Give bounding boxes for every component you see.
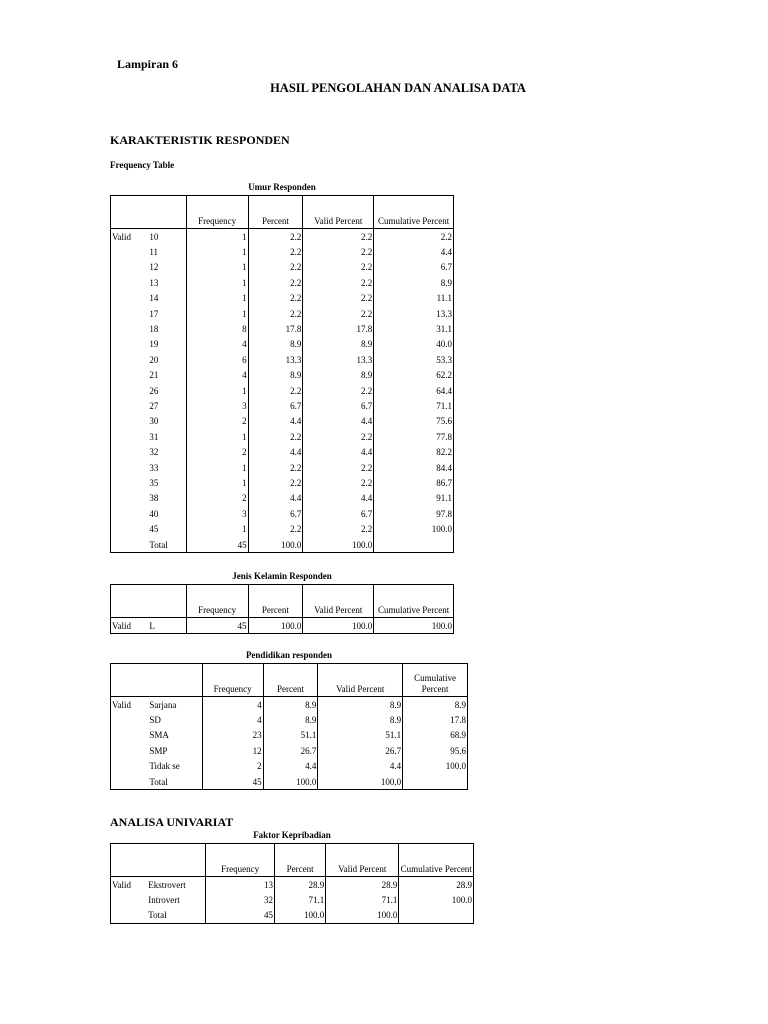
frequency-cell: 1 (186, 275, 248, 290)
valid-label-cell (111, 908, 148, 924)
frequency-cell: 2 (186, 491, 248, 506)
valid-percent-cell: 8.9 (303, 337, 374, 352)
percent-cell: 71.1 (274, 892, 325, 907)
percent-cell: 8.9 (263, 697, 318, 713)
valid-label-cell (111, 275, 149, 290)
valid-label-cell (111, 398, 149, 413)
category-cell: Introvert (148, 895, 180, 906)
frequency-cell: 8 (186, 321, 248, 336)
frequency-cell: 45 (202, 774, 263, 790)
table-faktor-kepribadian (110, 843, 474, 924)
cumulative-percent-cell: 77.8 (374, 429, 454, 444)
table-row (111, 892, 474, 907)
category-cell: Total (147, 908, 205, 924)
section-heading-karakteristik: KARAKTERISTIK RESPONDEN (110, 133, 290, 147)
table-header-row (111, 844, 474, 877)
valid-percent-cell: 4.4 (303, 491, 374, 506)
header-frequency: Frequency (206, 844, 275, 877)
cumulative-percent-cell: 100.0 (374, 521, 454, 536)
frequency-cell: 4 (186, 337, 248, 352)
appendix-label: Lampiran 6 (117, 57, 179, 71)
percent-cell: 8.9 (248, 368, 303, 383)
valid-label-cell (111, 491, 149, 506)
cumulative-percent-cell: 4.4 (374, 244, 454, 259)
frequency-cell: 1 (186, 429, 248, 444)
cumulative-percent-cell (399, 908, 474, 924)
table-row (111, 414, 454, 429)
valid-percent-cell: 100.0 (303, 537, 374, 553)
table-row (111, 537, 454, 553)
cumulative-percent-cell: 8.9 (403, 697, 468, 713)
table-row (111, 244, 454, 259)
percent-cell: 4.4 (248, 491, 303, 506)
cumulative-percent-cell: 97.8 (374, 506, 454, 521)
table-title-umur: Umur Responden (248, 182, 316, 192)
table-row (111, 321, 454, 336)
valid-label-cell (111, 429, 149, 444)
frequency-cell: 2 (186, 414, 248, 429)
frequency-cell: 1 (186, 291, 248, 306)
cumulative-percent-cell: 17.8 (403, 712, 468, 727)
valid-percent-cell: 4.4 (303, 414, 374, 429)
header-percent: Percent (274, 844, 325, 877)
frequency-cell: 12 (202, 743, 263, 758)
header-percent: Percent (248, 196, 303, 229)
percent-cell: 2.2 (248, 383, 303, 398)
frequency-cell: 13 (206, 877, 275, 893)
valid-percent-cell: 2.2 (303, 306, 374, 321)
category-cell: Ekstrovert (148, 879, 186, 890)
header-cumulative-percent: Cumulative Percent (403, 664, 468, 697)
cumulative-percent-cell: 75.6 (374, 414, 454, 429)
table-row (111, 774, 468, 790)
header-valid-percent: Valid Percent (303, 196, 374, 229)
table-row (111, 618, 454, 634)
percent-cell: 100.0 (248, 537, 303, 553)
table-row (111, 229, 454, 245)
frequency-cell: 4 (202, 712, 263, 727)
valid-percent-cell: 2.2 (303, 275, 374, 290)
frequency-cell: 32 (206, 892, 275, 907)
valid-percent-cell: 8.9 (303, 368, 374, 383)
valid-label-cell (111, 321, 149, 336)
percent-cell: 2.2 (248, 521, 303, 536)
frequency-cell: 1 (186, 460, 248, 475)
valid-label-cell (111, 368, 149, 383)
table-row (111, 697, 468, 713)
percent-cell: 17.8 (248, 321, 303, 336)
table-row (111, 908, 474, 924)
percent-cell: 26.7 (263, 743, 318, 758)
percent-cell: 2.2 (248, 244, 303, 259)
frequency-cell: 6 (186, 352, 248, 367)
percent-cell: 6.7 (248, 506, 303, 521)
valid-percent-cell: 2.2 (303, 229, 374, 245)
category-cell: L (148, 618, 186, 634)
valid-percent-cell: 4.4 (318, 759, 403, 774)
valid-label-cell (111, 521, 149, 536)
frequency-cell: 2 (202, 759, 263, 774)
frequency-cell: 1 (186, 260, 248, 275)
table-row (111, 728, 468, 743)
header-blank-cell (148, 196, 186, 229)
category-cell: 11 (149, 247, 159, 258)
header-blank-cell (147, 844, 205, 877)
cumulative-percent-cell: 40.0 (374, 337, 454, 352)
category-cell: 38 (149, 493, 159, 504)
category-cell: Total (148, 537, 186, 553)
cumulative-percent-cell: 64.4 (374, 383, 454, 398)
frequency-table-label: Frequency Table (110, 160, 175, 170)
percent-cell: 2.2 (248, 275, 303, 290)
section-heading-analisa: ANALISA UNIVARIAT (110, 815, 234, 829)
frequency-cell: 45 (206, 908, 275, 924)
category-cell: SMP (149, 745, 168, 756)
percent-cell: 4.4 (263, 759, 318, 774)
valid-percent-cell: 6.7 (303, 398, 374, 413)
table-header-row (111, 585, 454, 618)
category-cell: 19 (149, 339, 159, 350)
header-blank-cell (148, 664, 202, 697)
cumulative-percent-cell: 95.6 (403, 743, 468, 758)
table-row (111, 398, 454, 413)
valid-label-cell (111, 244, 149, 259)
frequency-cell: 1 (186, 306, 248, 321)
cumulative-percent-cell: 100.0 (374, 618, 454, 634)
valid-label-cell: Valid (111, 877, 148, 893)
cumulative-percent-cell: 71.1 (374, 398, 454, 413)
header-blank-cell (148, 585, 186, 618)
frequency-cell: 4 (186, 368, 248, 383)
valid-percent-cell: 2.2 (303, 429, 374, 444)
table-row (111, 759, 468, 774)
percent-cell: 2.2 (248, 291, 303, 306)
percent-cell: 2.2 (248, 429, 303, 444)
valid-label-cell: Valid (111, 229, 149, 245)
percent-cell: 6.7 (248, 398, 303, 413)
table-row (111, 491, 454, 506)
percent-cell: 4.4 (248, 444, 303, 459)
category-cell: 33 (149, 462, 159, 473)
valid-label-cell (111, 260, 149, 275)
header-blank-cell (111, 844, 148, 877)
table-row (111, 460, 454, 475)
cumulative-percent-cell: 82.2 (374, 444, 454, 459)
category-cell: 31 (149, 431, 159, 442)
percent-cell: 2.2 (248, 306, 303, 321)
valid-label-cell (111, 892, 148, 907)
valid-label-cell (111, 460, 149, 475)
category-cell: 30 (149, 416, 159, 427)
percent-cell: 13.3 (248, 352, 303, 367)
header-cumulative-percent: Cumulative Percent (374, 196, 454, 229)
percent-cell: 4.4 (248, 414, 303, 429)
category-cell: Total (148, 774, 202, 790)
table-row (111, 506, 454, 521)
valid-percent-cell: 2.2 (303, 383, 374, 398)
table-row (111, 337, 454, 352)
percent-cell: 51.1 (263, 728, 318, 743)
valid-label-cell (111, 306, 149, 321)
frequency-cell: 3 (186, 506, 248, 521)
category-cell: 18 (149, 324, 159, 335)
cumulative-percent-cell: 31.1 (374, 321, 454, 336)
valid-label-cell (111, 352, 149, 367)
category-cell: 26 (149, 385, 159, 396)
valid-percent-cell: 2.2 (303, 244, 374, 259)
table-row (111, 743, 468, 758)
cumulative-percent-cell: 6.7 (374, 260, 454, 275)
cumulative-percent-cell: 28.9 (399, 877, 474, 893)
valid-percent-cell: 2.2 (303, 291, 374, 306)
cumulative-percent-cell (374, 537, 454, 553)
header-valid-percent: Valid Percent (318, 664, 403, 697)
page-title: HASIL PENGOLAHAN DAN ANALISA DATA (270, 81, 526, 95)
percent-cell: 28.9 (274, 877, 325, 893)
valid-percent-cell: 51.1 (318, 728, 403, 743)
valid-percent-cell: 71.1 (326, 892, 399, 907)
table-row (111, 383, 454, 398)
valid-label-cell (111, 774, 149, 790)
category-cell: 45 (149, 524, 159, 535)
table-row (111, 306, 454, 321)
cumulative-percent-cell: 84.4 (374, 460, 454, 475)
table-jenis-kelamin (110, 584, 454, 634)
valid-label-cell: Valid (111, 618, 149, 634)
cumulative-percent-cell: 2.2 (374, 229, 454, 245)
cumulative-percent-cell: 86.7 (374, 475, 454, 490)
cumulative-percent-cell: 100.0 (403, 759, 468, 774)
valid-label-cell (111, 444, 149, 459)
table-row (111, 712, 468, 727)
valid-label-cell (111, 475, 149, 490)
category-cell: Sarjana (149, 699, 177, 710)
header-valid-percent: Valid Percent (303, 585, 374, 618)
table-row (111, 368, 454, 383)
table-row (111, 877, 474, 893)
table-title-pendidikan: Pendidikan responden (245, 650, 333, 660)
category-cell: 10 (149, 231, 159, 242)
valid-percent-cell: 8.9 (318, 697, 403, 713)
valid-label-cell (111, 506, 149, 521)
valid-percent-cell: 6.7 (303, 506, 374, 521)
header-blank-cell (111, 585, 149, 618)
category-cell: 14 (149, 293, 159, 304)
category-cell: 32 (149, 447, 159, 458)
valid-percent-cell: 8.9 (318, 712, 403, 727)
header-cumulative-percent: Cumulative Percent (374, 585, 454, 618)
percent-cell: 2.2 (248, 260, 303, 275)
header-blank-cell (111, 664, 149, 697)
frequency-cell: 1 (186, 244, 248, 259)
percent-cell: 100.0 (274, 908, 325, 924)
valid-percent-cell: 17.8 (303, 321, 374, 336)
header-frequency: Frequency (186, 585, 248, 618)
valid-label-cell (111, 743, 149, 758)
valid-label-cell (111, 728, 149, 743)
table-header-row (111, 196, 454, 229)
category-cell: 17 (149, 308, 159, 319)
table-row (111, 475, 454, 490)
category-cell: 27 (149, 400, 159, 411)
table-row (111, 275, 454, 290)
valid-label-cell (111, 759, 149, 774)
valid-label-cell (111, 291, 149, 306)
frequency-cell: 1 (186, 383, 248, 398)
cumulative-percent-cell: 8.9 (374, 275, 454, 290)
header-cumulative-percent: Cumulative Percent (399, 844, 474, 877)
cumulative-percent-cell: 13.3 (374, 306, 454, 321)
valid-percent-cell: 2.2 (303, 460, 374, 475)
frequency-cell: 2 (186, 444, 248, 459)
cumulative-percent-cell: 11.1 (374, 291, 454, 306)
frequency-cell: 45 (186, 537, 248, 553)
valid-percent-cell: 4.4 (303, 444, 374, 459)
cumulative-percent-cell: 62.2 (374, 368, 454, 383)
frequency-cell: 3 (186, 398, 248, 413)
header-blank-cell (111, 196, 149, 229)
cumulative-percent-cell: 53.3 (374, 352, 454, 367)
valid-percent-cell: 2.2 (303, 521, 374, 536)
frequency-cell: 4 (202, 697, 263, 713)
table-row (111, 429, 454, 444)
percent-cell: 8.9 (263, 712, 318, 727)
valid-label-cell: Valid (111, 697, 149, 713)
category-cell: Tidak se (149, 761, 180, 772)
frequency-cell: 45 (186, 618, 248, 634)
header-percent: Percent (248, 585, 303, 618)
frequency-cell: 23 (202, 728, 263, 743)
category-cell: 12 (149, 262, 159, 273)
cumulative-percent-cell: 68.9 (403, 728, 468, 743)
valid-percent-cell: 13.3 (303, 352, 374, 367)
table-title-jenis-kelamin: Jenis Kelamin Responden (232, 571, 332, 581)
valid-percent-cell: 28.9 (326, 877, 399, 893)
table-row (111, 352, 454, 367)
category-cell: 20 (149, 354, 159, 365)
cumulative-percent-cell: 100.0 (399, 892, 474, 907)
table-header-row (111, 664, 468, 697)
valid-percent-cell: 100.0 (326, 908, 399, 924)
valid-percent-cell: 100.0 (318, 774, 403, 790)
valid-percent-cell: 26.7 (318, 743, 403, 758)
category-cell: 13 (149, 277, 159, 288)
percent-cell: 8.9 (248, 337, 303, 352)
cumulative-percent-cell: 91.1 (374, 491, 454, 506)
valid-percent-cell: 2.2 (303, 475, 374, 490)
valid-label-cell (111, 712, 149, 727)
header-valid-percent: Valid Percent (326, 844, 399, 877)
frequency-cell: 1 (186, 521, 248, 536)
percent-cell: 2.2 (248, 229, 303, 245)
header-frequency: Frequency (202, 664, 263, 697)
category-cell: SMA (149, 730, 169, 741)
percent-cell: 2.2 (248, 460, 303, 475)
header-frequency: Frequency (186, 196, 248, 229)
frequency-cell: 1 (186, 475, 248, 490)
valid-percent-cell: 100.0 (303, 618, 374, 634)
frequency-cell: 1 (186, 229, 248, 245)
table-row (111, 444, 454, 459)
header-percent: Percent (263, 664, 318, 697)
percent-cell: 100.0 (248, 618, 303, 634)
table-row (111, 260, 454, 275)
cumulative-percent-cell (403, 774, 468, 790)
valid-label-cell (111, 383, 149, 398)
category-cell: SD (149, 715, 161, 726)
category-cell: 40 (149, 508, 159, 519)
valid-label-cell (111, 537, 149, 553)
valid-label-cell (111, 337, 149, 352)
table-title-faktor-kepribadian: Faktor Kepribadian (253, 830, 331, 840)
valid-label-cell (111, 414, 149, 429)
valid-percent-cell: 2.2 (303, 260, 374, 275)
category-cell: 21 (149, 370, 159, 381)
percent-cell: 100.0 (263, 774, 318, 790)
table-pendidikan-responden (110, 663, 468, 790)
table-row (111, 521, 454, 536)
percent-cell: 2.2 (248, 475, 303, 490)
table-umur-responden (110, 195, 454, 553)
table-row (111, 291, 454, 306)
category-cell: 35 (149, 477, 159, 488)
